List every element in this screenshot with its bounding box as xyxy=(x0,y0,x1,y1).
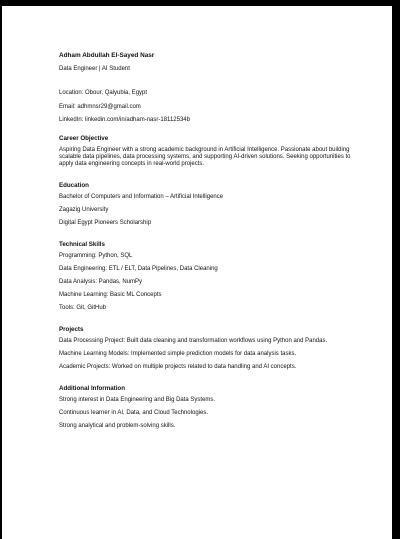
list-item: Academic Projects: Worked on multiple projects related to data handling and AI concepts. xyxy=(59,364,297,370)
contact-block xyxy=(59,90,359,124)
section-title: Education xyxy=(59,182,89,189)
section-title: Projects xyxy=(59,326,84,333)
list-item: Bachelor of Computers and Information – Artificial Intelligence xyxy=(59,194,224,200)
resume-document xyxy=(59,52,359,436)
list-item: Data Processing Project: Built data cleaning and transformation workflows using Python and Pandas. xyxy=(59,338,328,344)
section-education xyxy=(59,182,359,227)
list-item: Data Engineering: ETL / ELT, Data Pipelines, Data Cleaning xyxy=(59,266,218,272)
page-top-edge xyxy=(0,0,400,6)
list-item: Continuous learner in AI, Data, and Cloud Technologies. xyxy=(59,410,208,416)
list-item: Digital Egypt Pioneers Scholarship xyxy=(59,220,152,226)
candidate-name: Adham Abdullah El-Sayed Nasr xyxy=(59,52,155,59)
section-title: Additional Information xyxy=(59,385,125,392)
list-item: Zagazig University xyxy=(59,207,109,213)
contact-email: Email: adhmnsr29@gmail.com xyxy=(59,103,141,110)
list-item: Programming: Python, SQL xyxy=(59,253,133,259)
page-right-edge xyxy=(392,0,400,539)
section-title: Technical Skills xyxy=(59,241,105,248)
list-item: Machine Learning: Basic ML Concepts xyxy=(59,292,162,298)
section-technical-skills xyxy=(59,241,359,312)
contact-location: Location: Obour, Qalyubia, Egypt xyxy=(59,90,148,96)
objective-text: Aspiring Data Engineer with a strong academic background in Artificial Intelligence. Passionate about building scalable data pipelines, data processing systems, and supporting AI-driven solutions. Seeking opportunities to apply data engineering concepts in real-world projects. xyxy=(59,147,351,167)
candidate-role: Data Engineer | AI Student xyxy=(59,66,130,72)
section-career-objective xyxy=(59,135,359,168)
list-item: Strong analytical and problem-solving skills. xyxy=(59,423,176,429)
page-left-edge xyxy=(0,0,2,539)
list-item: Strong interest in Data Engineering and Big Data Systems. xyxy=(59,397,216,403)
list-item: Machine Learning Models: Implemented simple prediction models for data analysis tasks. xyxy=(59,351,297,357)
section-title: Career Objective xyxy=(59,135,109,142)
contact-linkedin: LinkedIn: linkedin.com/in/adham-nasr-18112534b xyxy=(59,117,190,123)
list-item: Data Analysis: Pandas, NumPy xyxy=(59,279,143,285)
list-item: Tools: Git, GitHub xyxy=(59,305,107,311)
section-projects xyxy=(59,326,359,371)
section-additional-information xyxy=(59,385,359,430)
